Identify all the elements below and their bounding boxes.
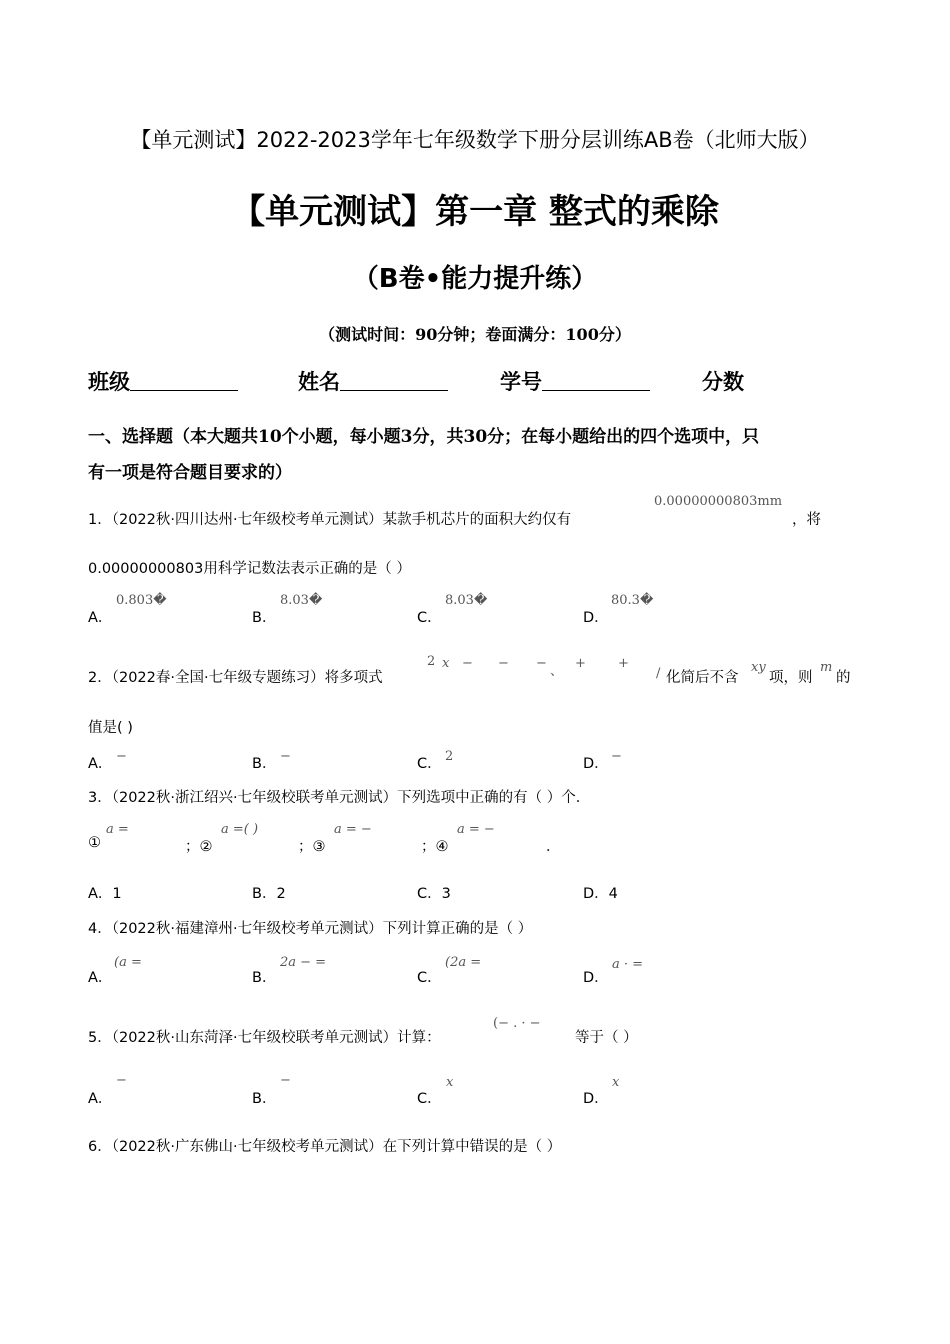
id-field bbox=[500, 366, 650, 396]
question-2-option-a: A． bbox=[88, 756, 113, 772]
class-label: 班级 bbox=[88, 370, 130, 394]
question-5-after: 等于（ ） bbox=[575, 1030, 638, 1046]
question-1-line2: 0.00000000803用科学记数法表示正确的是（ ） bbox=[88, 561, 411, 577]
question-3-item-end: ． bbox=[546, 839, 561, 855]
question-3-item-3-formula: a = − bbox=[334, 822, 372, 837]
question-2-formula-x: x bbox=[442, 656, 450, 671]
id-label: 学号 bbox=[500, 370, 542, 394]
question-3-item-2-formula: a =( ) bbox=[221, 822, 259, 837]
question-1-after: ，将 bbox=[792, 512, 821, 528]
question-3-option-b: B．2 bbox=[252, 886, 286, 902]
question-2-option-d: D． bbox=[583, 756, 609, 772]
question-1-text: 1．（2022秋·四川达州·七年级校考单元测试）某款手机芯片的面积大约仅有 bbox=[88, 512, 572, 528]
page-title: 【单元测试】第一章 整式的乘除 bbox=[231, 192, 719, 232]
question-1-option-d: D． bbox=[583, 610, 609, 626]
page-subtitle: （B卷•能力提升练） bbox=[352, 264, 598, 294]
question-4-option-a: A． bbox=[88, 970, 113, 986]
question-2-formula-minus-2: − bbox=[498, 656, 509, 671]
question-3-item-4-formula: a = − bbox=[457, 822, 495, 837]
question-3-item-2: ；② bbox=[185, 839, 213, 855]
section-heading-line2: 有一项是符合题目要求的） bbox=[88, 463, 292, 483]
question-2-formula-minus-3: − bbox=[536, 656, 547, 671]
question-2-var-xy: xy bbox=[751, 660, 766, 675]
question-1-option-c: C． bbox=[417, 610, 442, 626]
question-2-formula-minus-1: − bbox=[462, 656, 473, 671]
question-2-option-b-value: − bbox=[280, 749, 291, 764]
section-heading-line1: 一、选择题（本大题共10个小题，每小题3分，共30分；在每小题给出的四个选项中，只 bbox=[88, 427, 760, 447]
question-2-option-c-value: 2 bbox=[445, 749, 454, 764]
question-2-text: 2．（2022春·全国·七年级专题练习）将多项式 bbox=[88, 670, 383, 686]
question-3-option-a: A．1 bbox=[88, 886, 122, 902]
question-4-option-d-value: a · = bbox=[612, 957, 644, 972]
question-2-formula-plus-1: + bbox=[575, 656, 586, 671]
question-3-option-c: C．3 bbox=[417, 886, 451, 902]
question-1-option-b: B． bbox=[252, 610, 277, 626]
question-2-formula-plus-2: + bbox=[618, 656, 629, 671]
question-5-option-c: C． bbox=[417, 1091, 442, 1107]
name-blank bbox=[340, 370, 448, 391]
question-2-option-b: B． bbox=[252, 756, 277, 772]
question-1-formula: 0.00000000803mm bbox=[654, 494, 783, 509]
score-field bbox=[702, 366, 744, 396]
question-4-option-b: B． bbox=[252, 970, 277, 986]
question-4-option-c: C． bbox=[417, 970, 442, 986]
question-3-item-1: ① bbox=[88, 835, 101, 851]
question-1-option-d-value: 80.3� bbox=[611, 593, 654, 608]
question-6-text: 6．（2022秋·广东佛山·七年级校考单元测试）在下列计算中错误的是（ ） bbox=[88, 1139, 562, 1155]
question-4-option-a-value: (a = bbox=[114, 955, 142, 970]
name-label: 姓名 bbox=[298, 370, 340, 394]
question-4-option-c-value: (2a = bbox=[445, 955, 482, 970]
question-3-item-1-formula: a = bbox=[106, 822, 129, 837]
question-4-text: 4．（2022秋·福建漳州·七年级校考单元测试）下列计算正确的是（ ） bbox=[88, 921, 533, 937]
class-blank bbox=[130, 370, 238, 391]
question-4-option-b-value: 2a − = bbox=[280, 955, 327, 970]
id-blank bbox=[542, 370, 650, 391]
question-2-formula-end: / bbox=[656, 666, 661, 681]
question-5-option-b: B． bbox=[252, 1091, 277, 1107]
question-5-formula: (− . · − bbox=[493, 1016, 541, 1031]
question-2-end: 的 bbox=[836, 670, 851, 686]
question-5-option-c-value: x bbox=[446, 1075, 454, 1090]
test-timing: （测试时间：90分钟；卷面满分：100分） bbox=[319, 325, 631, 344]
question-2-option-c: C． bbox=[417, 756, 442, 772]
question-4-option-d: D． bbox=[583, 970, 609, 986]
question-5-option-a: A． bbox=[88, 1091, 113, 1107]
question-1-option-c-value: 8.03� bbox=[445, 593, 488, 608]
question-5-option-d: D． bbox=[583, 1091, 609, 1107]
question-3-option-d: D．4 bbox=[583, 886, 618, 902]
question-2-formula-coef: 2 bbox=[427, 654, 436, 669]
question-3-text: 3．（2022秋·浙江绍兴·七年级校联考单元测试）下列选项中正确的有（ ）个． bbox=[88, 790, 591, 806]
question-2-after: 化简后不含 bbox=[666, 670, 739, 686]
question-1-option-a: A． bbox=[88, 610, 113, 626]
class-field bbox=[88, 366, 238, 396]
question-5-text: 5．（2022秋·山东菏泽·七年级校联考单元测试）计算： bbox=[88, 1030, 441, 1046]
question-2-mid: 项，则 bbox=[769, 670, 813, 686]
name-field bbox=[298, 366, 448, 396]
question-2-line2: 值是( ) bbox=[88, 720, 133, 736]
score-label: 分数 bbox=[702, 370, 744, 394]
question-2-option-a-value: − bbox=[116, 749, 127, 764]
question-1-option-b-value: 8.03� bbox=[280, 593, 323, 608]
question-2-var-m: m bbox=[820, 660, 833, 675]
question-1-option-a-value: 0.803� bbox=[116, 593, 167, 608]
question-2-formula-mark: 、 bbox=[550, 664, 564, 679]
question-5-option-a-value: − bbox=[116, 1073, 127, 1088]
series-header: 【单元测试】2022-2023学年七年级数学下册分层训练AB卷（北师大版） bbox=[130, 128, 820, 152]
question-3-item-4: ；④ bbox=[421, 839, 449, 855]
question-2-option-d-value: − bbox=[611, 749, 622, 764]
question-5-option-b-value: − bbox=[280, 1073, 291, 1088]
question-5-option-d-value: x bbox=[612, 1075, 620, 1090]
question-3-item-3: ；③ bbox=[298, 839, 326, 855]
